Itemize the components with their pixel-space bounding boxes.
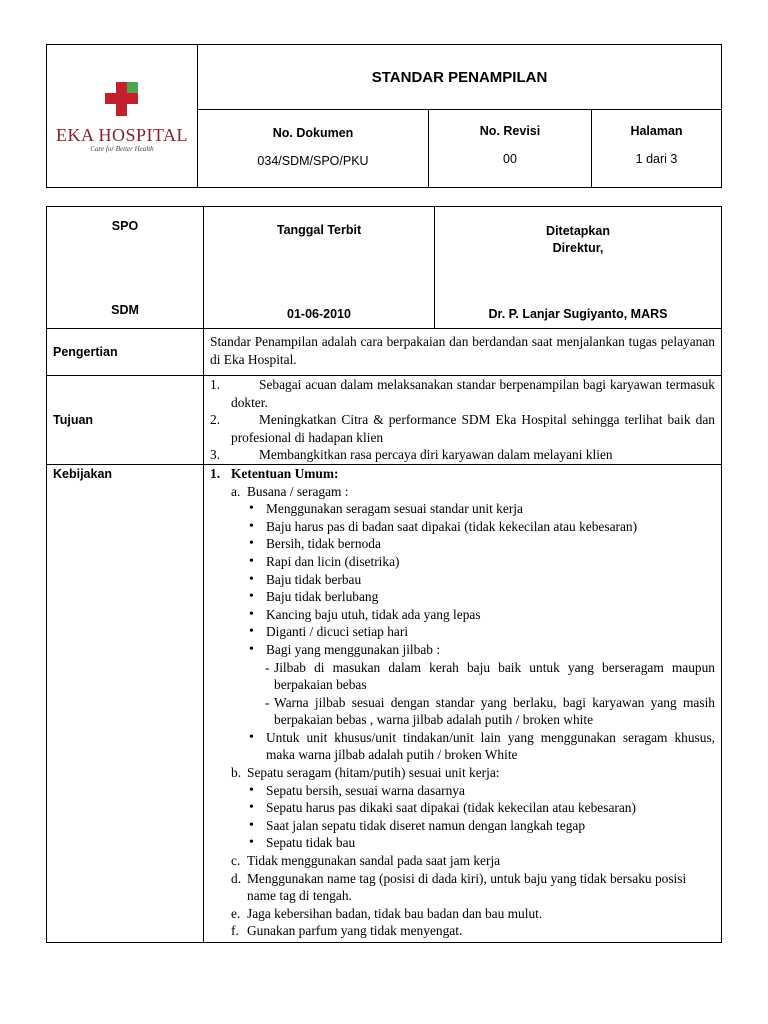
list-item: • Untuk unit khusus/unit tindakan/unit lain yang menggunakan seragam khusus, maka warna jilbab adalah putih / broken White [247, 729, 715, 764]
list-item: • Saat jalan sepatu tidak diseret namun dengan langkah tegap [247, 817, 715, 835]
kebijakan-heading: 1. Ketentuan Umum: [210, 465, 339, 481]
section-c: c. Tidak menggunakan sandal pada saat jam kerja [231, 853, 501, 869]
list-item: • Sepatu bersih, sesuai warna dasarnya [247, 782, 715, 800]
page-cell [592, 110, 722, 188]
section-b-title: b. Sepatu seragam (hitam/putih) sesuai unit kerja: [231, 765, 500, 781]
document-header-table [46, 44, 722, 188]
revision-cell [429, 110, 592, 188]
page-title: STANDAR PENAMPILAN [198, 45, 722, 110]
approved-label: Ditetapkan [546, 224, 610, 238]
list-item: • Bersih, tidak bernoda [247, 535, 715, 553]
list-item: • Sepatu harus pas dikaki saat dipakai (tidak kekecilan atau kebesaran) [247, 799, 715, 817]
page-label: Halaman [630, 124, 683, 138]
kebijakan-content [204, 464, 722, 942]
list-item: • Bagi yang menggunakan jilbab : [247, 641, 715, 659]
spo-cell [47, 207, 204, 329]
list-item: • Baju harus pas di badan saat dipakai (tidak kekecilan atau kebesaran) [247, 518, 715, 536]
medical-cross-icon [102, 80, 142, 118]
section-b-list [210, 782, 715, 852]
revision-label: No. Revisi [479, 124, 541, 138]
list-item: • Diganti / dicuci setiap hari [247, 623, 715, 641]
jilbab-rule: - Warna jilbab sesuai dengan standar yang berlaku, bagi karyawan yang masih berpakaian bebas , warna jilbab adalah putih / broken white [265, 694, 715, 728]
spo-label: SPO [111, 219, 139, 233]
list-item: • Kancing baju utuh, tidak ada yang lepas [247, 606, 715, 624]
revision-value: 00 [503, 152, 517, 166]
kebijakan-label: Kebijakan [47, 464, 204, 942]
hospital-logo [47, 80, 197, 153]
director-title: Direktur, [552, 241, 604, 255]
section-d: d. Menggunakan name tag (posisi di dada kiri), untuk baju yang tidak bersaku posisi name tag di tengah. [231, 870, 687, 904]
doc-number-cell [198, 110, 429, 188]
doc-number-value: 034/SDM/SPO/PKU [257, 154, 369, 168]
approval-cell [435, 207, 722, 329]
list-item: • Sepatu tidak bau [247, 834, 715, 852]
section-a-list [210, 500, 715, 764]
logo-cell [47, 45, 198, 188]
tujuan-content [204, 376, 722, 465]
issue-date-cell [204, 207, 435, 329]
issue-date-label: Tanggal Terbit [276, 223, 362, 237]
section-a-title: a. Busana / seragam : [231, 483, 349, 499]
list-item: • Baju tidak berbau [247, 571, 715, 589]
pengertian-label: Pengertian [47, 329, 204, 376]
logo-brand: EKA HOSPITAL [55, 124, 189, 145]
pengertian-text: Standar Penampilan adalah cara berpakaian dan berdandan saat menjalankan tugas pelayanan di Eka Hospital. [210, 334, 715, 367]
logo-tagline: Care for Better Health [90, 144, 154, 153]
page-value: 1 dari 3 [635, 152, 678, 166]
section-f: f. Gunakan parfum yang tidak menyengat. [231, 923, 463, 939]
doc-number-label: No. Dokumen [272, 126, 354, 140]
document-body-table [46, 206, 722, 943]
issue-date-value: 01-06-2010 [287, 307, 351, 321]
list-item: 2. Meningkatkan Citra & performance SDM Eka Hospital sehingga terlihat baik dan profesional di hadapan klien [210, 412, 715, 445]
list-item: • Menggunakan seragam sesuai standar unit kerja [247, 500, 715, 518]
section-e: e. Jaga kebersihan badan, tidak bau badan dan bau mulut. [231, 905, 543, 921]
sdm-label: SDM [111, 303, 139, 317]
list-item: • Rapi dan licin (disetrika) [247, 553, 715, 571]
director-name: Dr. P. Lanjar Sugiyanto, MARS [488, 307, 668, 321]
tujuan-label: Tujuan [47, 376, 204, 465]
list-item: 1. Sebagai acuan dalam melaksanakan standar berpenampilan bagi karyawan termasuk dokter. [210, 377, 715, 410]
list-item: 3. Membangkitkan rasa percaya diri karyawan dalam melayani klien [210, 447, 613, 463]
pengertian-content [204, 329, 722, 376]
jilbab-rule: - Jilbab di masukan dalam kerah baju baik untuk yang berseragam maupun berpakaian bebas [265, 659, 715, 693]
tujuan-list [210, 376, 715, 464]
list-item: • Baju tidak berlubang [247, 588, 715, 606]
